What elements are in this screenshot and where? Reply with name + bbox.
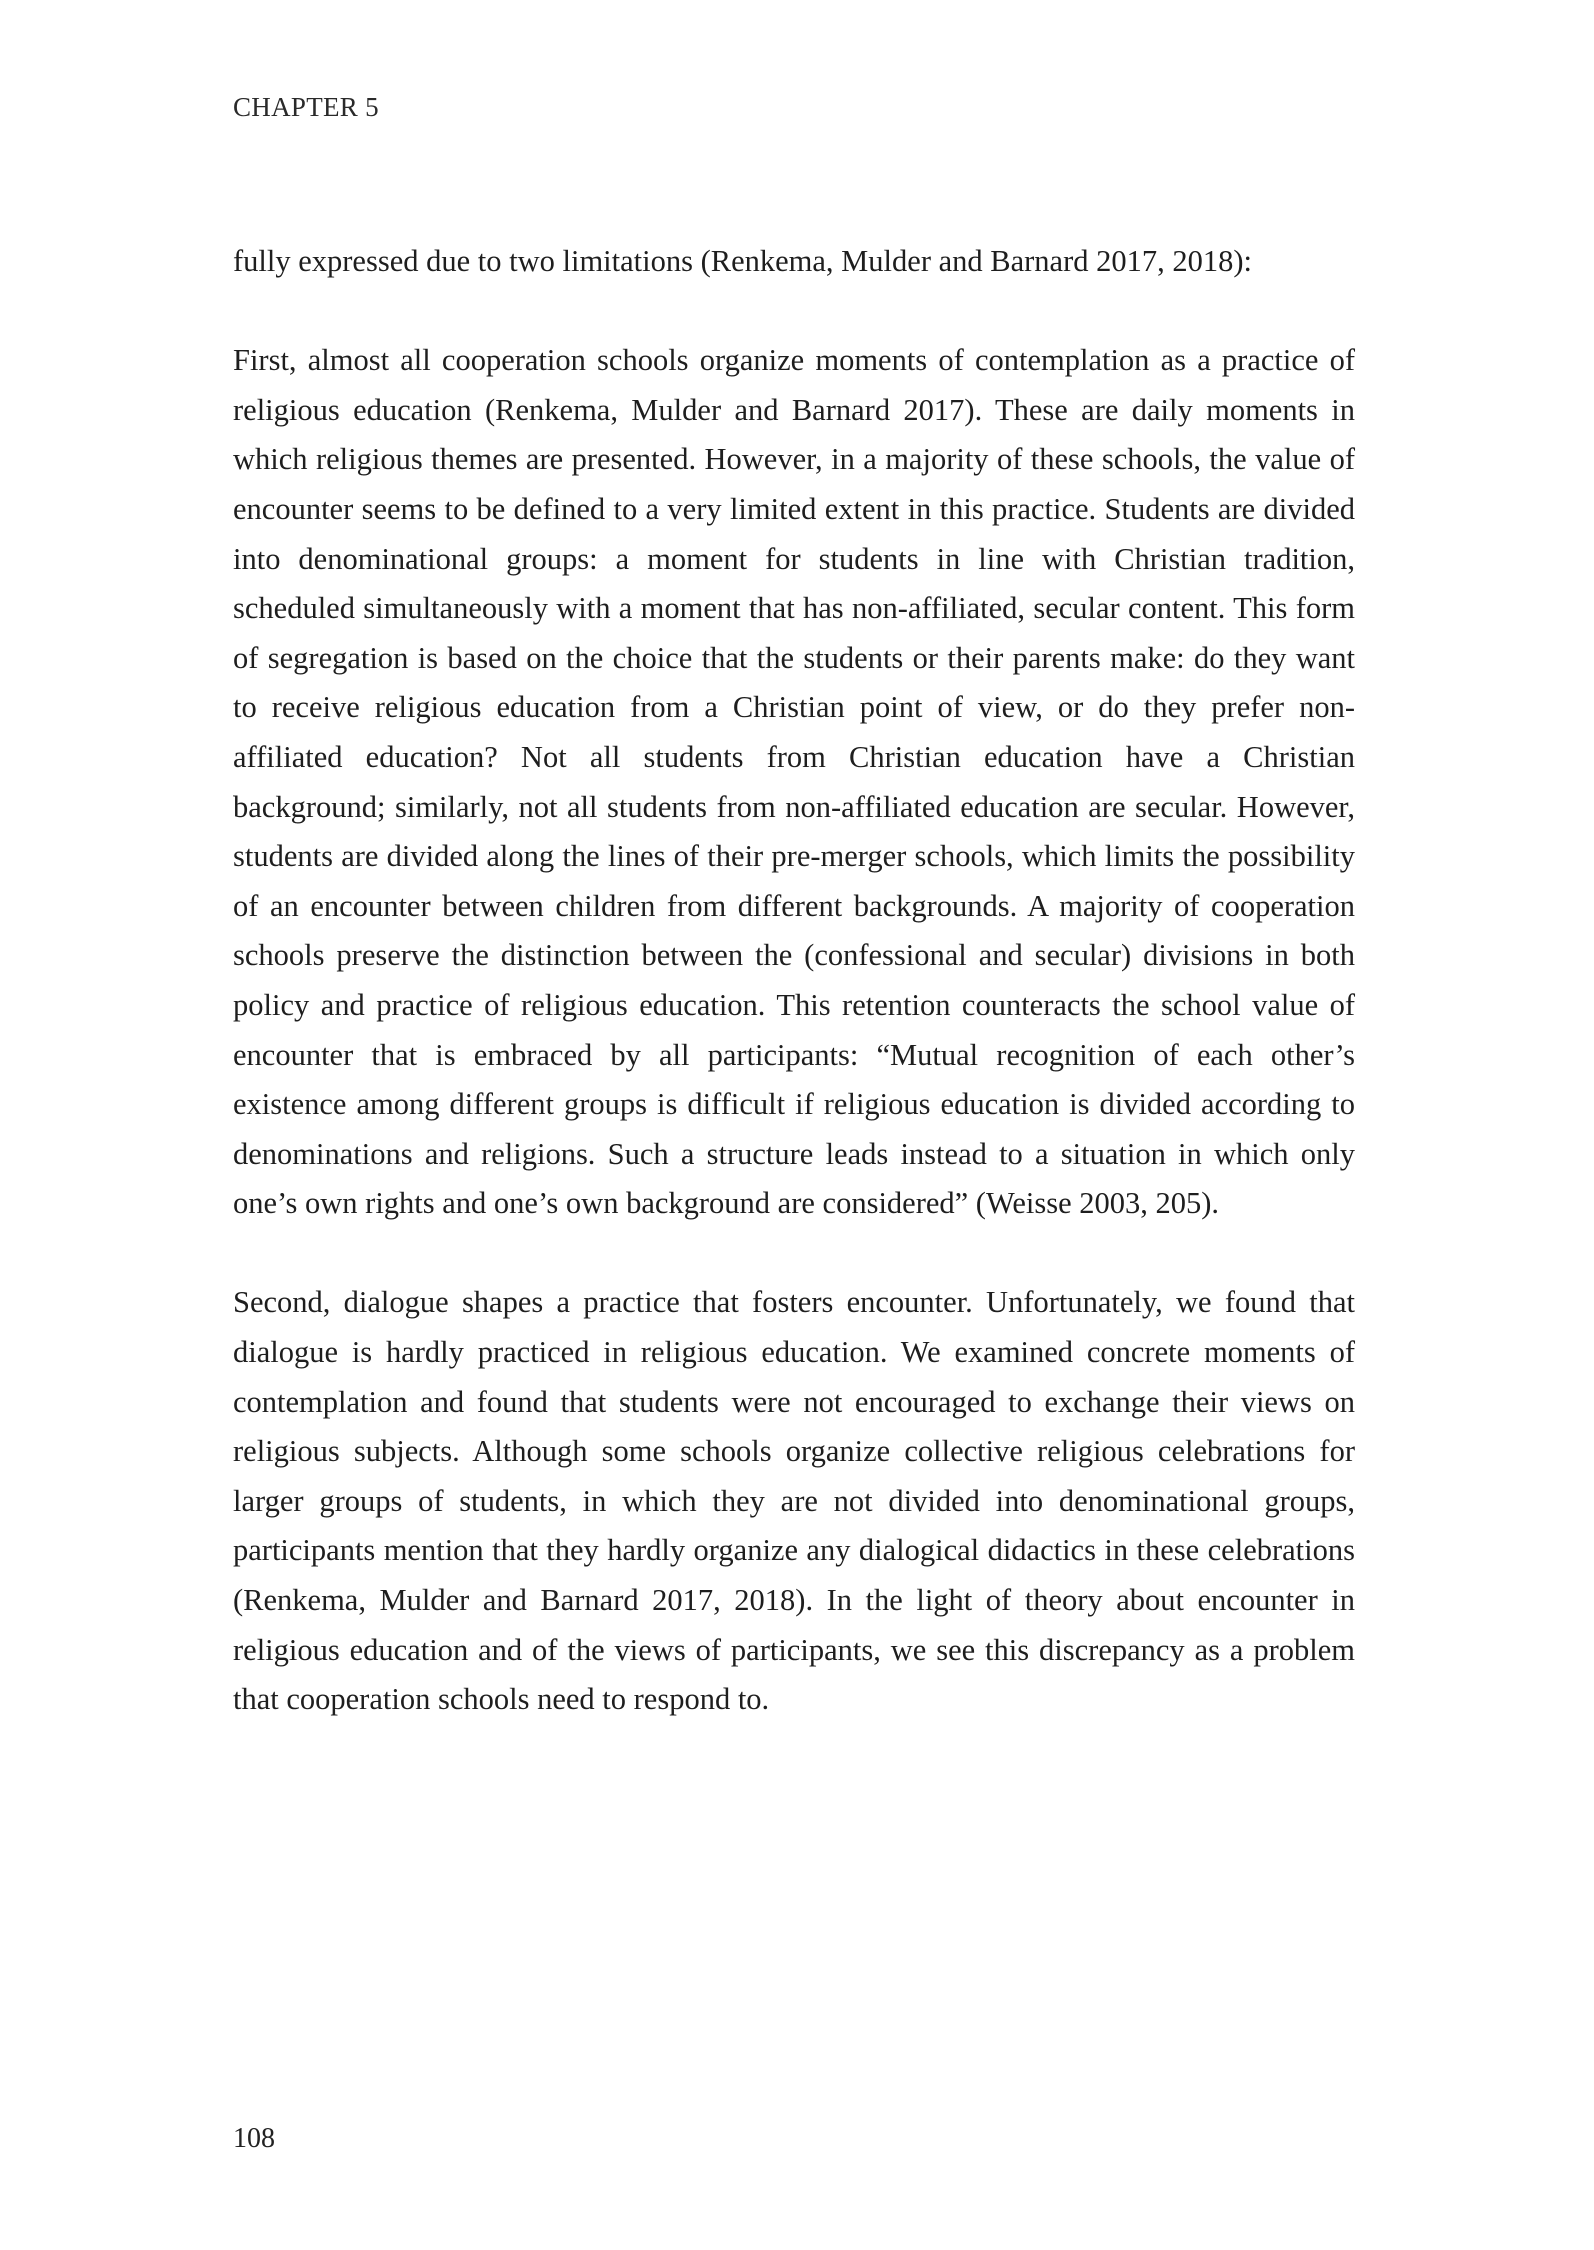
paragraph-first-limitation: First, almost all cooperation schools organize moments of contemplation as a practice of religious education (Renkema, Mulder and Barnard 2017). These are daily moments in which religious themes are presented. However, in a majority of these schools, the value of encounter seems to be defined to a very limited extent in this practice. Students are divided into denominational groups: a moment for students in line with Christian tradition, scheduled simultaneously with a moment that has non-affiliated, secular content. This form of segregation is based on the choice that the students or their parents make: do they want to receive religious education from a Christian point of view, or do they prefer non-affiliated education? Not all students from Christian education have a Christian background; similarly, not all students from non-affiliated education are secular. However, students are divided along the lines of their pre-merger schools, which limits the possibility of an encounter between children from different backgrounds. A majority of cooperation schools preserve the distinction between the (confessional and secular) divisions in both policy and practice of religious education. This retention counteracts the school value of encounter that is embraced by all participants: “Mutual recognition of each other’s existence among different groups is difficult if religious education is divided according to denominations and religions. Such a structure leads instead to a situation in which only one’s own rights and one’s own background are considered” (Weisse 2003, 205). bbox=[233, 343, 1355, 1221]
paragraph-continuation: fully expressed due to two limitations (Renkema, Mulder and Barnard 2017, 2018): bbox=[233, 244, 1252, 278]
page-number: 108 bbox=[233, 2123, 275, 2154]
body-text bbox=[233, 237, 1355, 1774]
paragraph-second-limitation: Second, dialogue shapes a practice that fosters encounter. Unfortunately, we found that dialogue is hardly practiced in religious education. We examined concrete moments of contemplation and found that students were not encouraged to exchange their views on religious subjects. Although some schools organize collective religious celebrations for larger groups of students, in which they are not divided into denominational groups, participants mention that they hardly organize any dialogical didactics in these celebrations (Renkema, Mulder and Barnard 2017, 2018). In the light of theory about encounter in religious education and of the views of participants, we see this discrepancy as a problem that cooperation schools need to respond to. bbox=[233, 1285, 1355, 1717]
running-head: CHAPTER 5 bbox=[233, 92, 379, 122]
